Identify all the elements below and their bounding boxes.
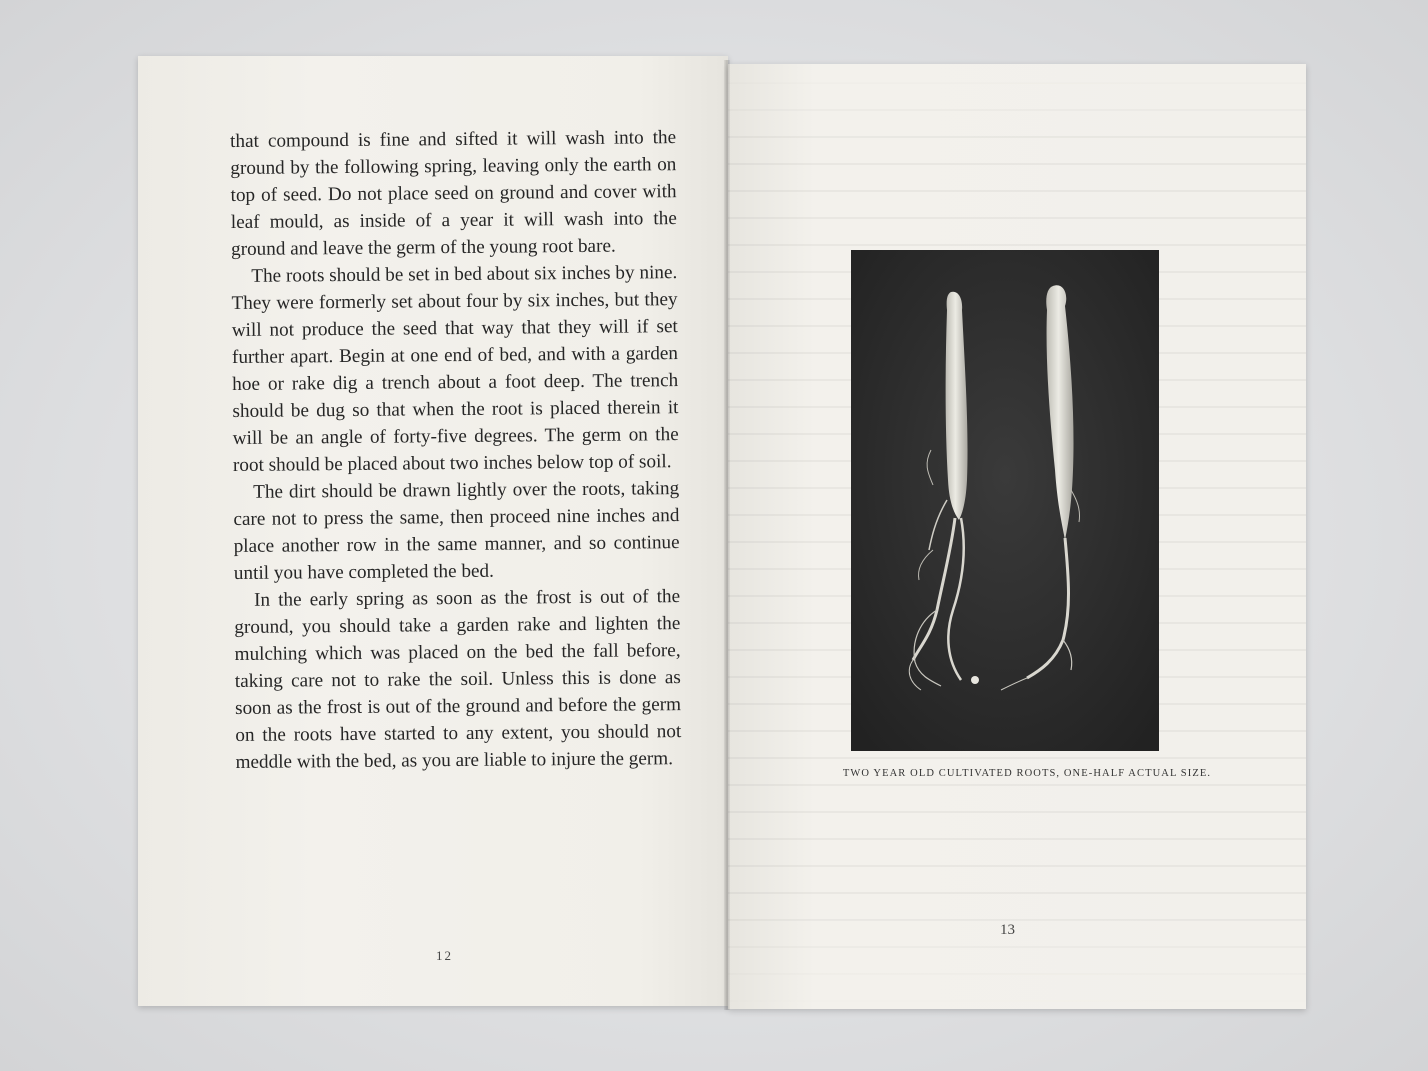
photo-background [851, 250, 1159, 751]
paragraph-2: The roots should be set in bed about six inches by nine. They were formerly set about four by six inches, but they will not produce the seed that way that they will if set further apart. Begin at one end of bed, and with a garden hoe or rake dig a trench about a foot deep. The trench should be dug so that when the root is placed therein it will be an angle of forty-five degrees. The germ on the root should be placed about two inches below top of soil. [231, 262, 679, 476]
page-number-right: 13 [1000, 922, 1015, 938]
paragraph-4: In the early spring as soon as the frost is out of the ground, you should take a garden rake and lighten the mulching which was placed on the bed the fall before, taking care not to rake the soil. Unless this is done as soon as the frost is out of the ground and before the germ on the roots have started to any extent, you should not meddle with the bed, as you are liable to injure the germ. [234, 586, 682, 773]
body-text [230, 124, 682, 776]
page-number-left: 12 [436, 948, 453, 963]
paragraph-1: that compound is fine and sifted it will wash into the ground by the following spring, leaving only the earth on top of seed. Do not place seed on ground and cover with leaf mould, as inside of a year it will wash into the ground and leave the germ of the young root bare. [230, 127, 677, 260]
book-gutter [724, 60, 730, 1010]
roots-illustration [851, 250, 1159, 751]
left-page [138, 56, 728, 1006]
right-page [728, 64, 1306, 1009]
roots-photograph [851, 250, 1159, 751]
figure-caption: TWO YEAR OLD CULTIVATED ROOTS, ONE-HALF ACTUAL SIZE. [842, 768, 1212, 779]
paragraph-3: The dirt should be drawn lightly over the roots, taking care not to press the same, then proceed nine inches and place another row in the same manner, and so continue until you have completed the bed. [233, 478, 680, 584]
